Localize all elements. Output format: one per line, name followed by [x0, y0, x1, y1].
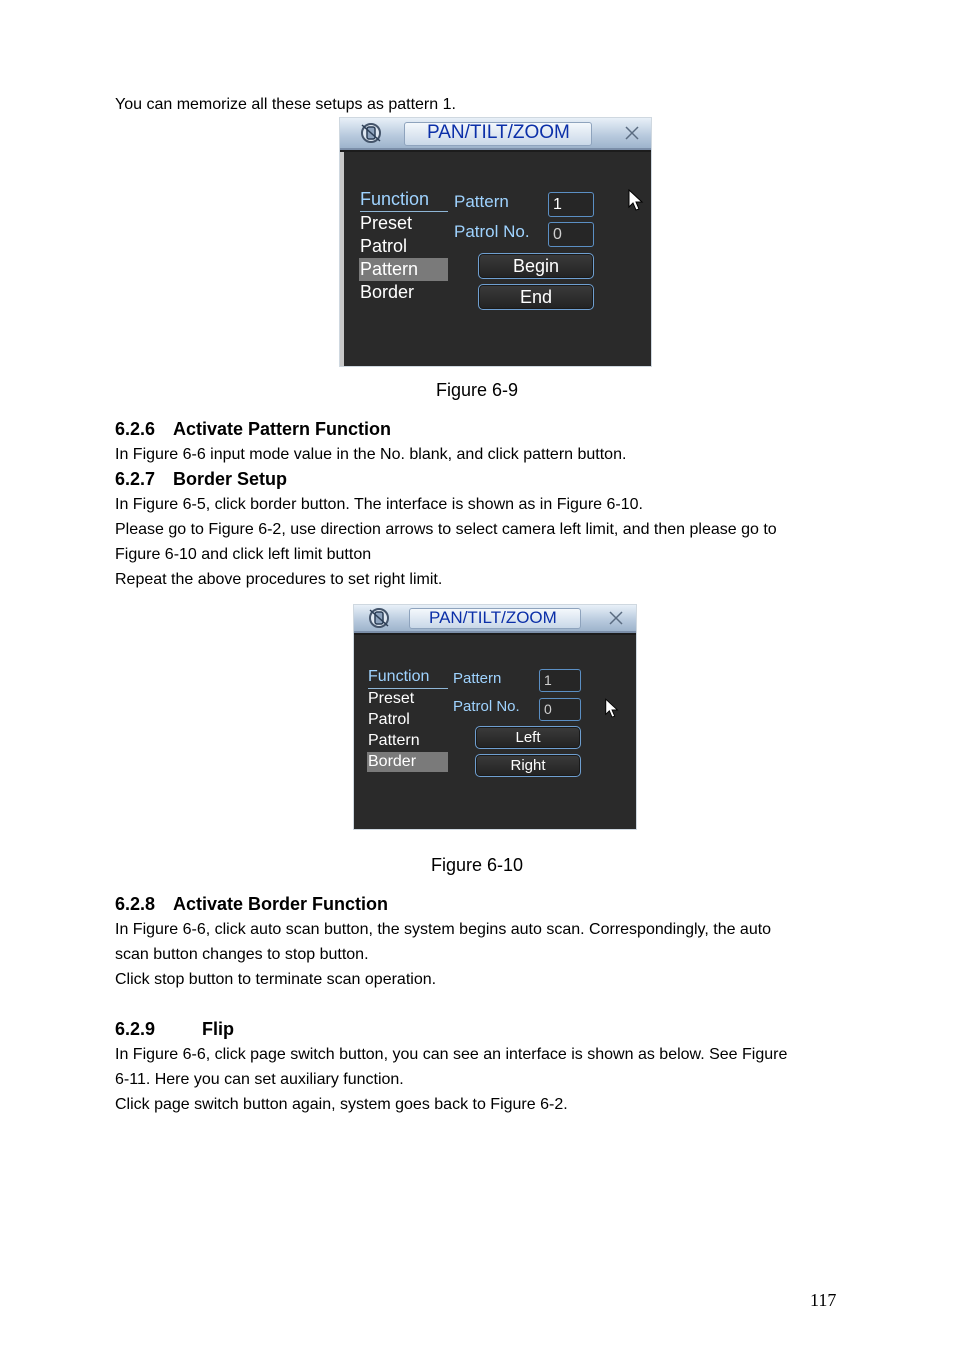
title-separator [340, 150, 651, 152]
close-icon[interactable] [606, 608, 626, 628]
pattern-label: Pattern [453, 670, 502, 687]
menu-patrol[interactable]: Patrol [360, 236, 408, 256]
ptz-logo-icon [366, 606, 392, 630]
dialog-titlebar[interactable] [340, 118, 651, 150]
menu-border[interactable]: Border [360, 282, 415, 302]
paragraph: In Figure 6-6, click page switch button, you can see an interface is shown as below. See Figure [115, 1046, 788, 1063]
section-number: 6.2.6 [115, 419, 156, 439]
ptz-logo-icon [358, 121, 384, 145]
patrol-input[interactable]: 0 [539, 698, 581, 721]
section-title: Activate Border Function [173, 894, 389, 914]
section-title: Activate Pattern Function [173, 419, 392, 439]
pattern-input[interactable]: 1 [539, 669, 581, 692]
section-heading [115, 469, 287, 490]
paragraph: scan button changes to stop button. [115, 946, 369, 963]
mouse-cursor-icon [627, 189, 645, 213]
menu-pattern[interactable]: Pattern [368, 732, 420, 749]
page-number: 117 [810, 1290, 837, 1310]
section-number: 6.2.8 [115, 894, 156, 914]
menu-preset[interactable]: Preset [360, 213, 413, 233]
pattern-label: Pattern [454, 192, 509, 211]
section-title: Flip [202, 1019, 234, 1039]
right-limit-button[interactable]: Right [475, 754, 581, 777]
dialog-titlebar[interactable] [354, 605, 636, 633]
menu-underline [360, 211, 448, 212]
paragraph: In Figure 6-6, click auto scan button, the system begins auto scan. Correspondingly, the auto [115, 921, 772, 938]
paragraph: Figure 6-10 and click left limit button [115, 546, 372, 563]
menu-pattern[interactable]: Pattern [359, 258, 448, 281]
intro-text: You can memorize all these setups as pattern 1. [115, 96, 456, 113]
menu-preset[interactable]: Preset [368, 690, 415, 707]
menu-border[interactable]: Border [367, 752, 448, 772]
left-limit-button[interactable]: Left [475, 726, 581, 749]
figure-caption: Figure 6-10 [430, 855, 524, 875]
section-number: 6.2.7 [115, 469, 156, 489]
dialog-title: PAN/TILT/ZOOM [429, 608, 557, 627]
patrol-label: Patrol No. [454, 222, 530, 241]
paragraph: Please go to Figure 6-2, use direction arrows to select camera left limit, and then please go to [115, 521, 777, 538]
menu-patrol[interactable]: Patrol [368, 711, 410, 728]
section-heading [115, 419, 391, 440]
menu-underline [368, 688, 448, 689]
section-title: Border Setup [173, 469, 288, 489]
pattern-input[interactable]: 1 [548, 192, 594, 217]
begin-button[interactable]: Begin [478, 253, 594, 279]
section-number: 6.2.9 [115, 1019, 156, 1039]
mouse-cursor-icon [604, 698, 620, 720]
close-icon[interactable] [622, 123, 642, 143]
end-button[interactable]: End [478, 284, 594, 310]
menu-function[interactable]: Function [360, 189, 430, 209]
title-separator [354, 633, 636, 635]
dialog-edge [340, 118, 344, 366]
ptz-dialog-pattern [339, 117, 652, 367]
paragraph: 6-11. Here you can set auxiliary function. [115, 1071, 404, 1088]
section-heading [115, 894, 388, 915]
paragraph: Click stop button to terminate scan operation. [115, 971, 437, 988]
figure-caption: Figure 6-9 [435, 380, 519, 400]
paragraph: In Figure 6-6 input mode value in the No. blank, and click pattern button. [115, 446, 627, 463]
ptz-dialog-border [353, 604, 637, 830]
menu-function[interactable]: Function [368, 668, 430, 685]
section-heading [115, 1019, 234, 1040]
patrol-input[interactable]: 0 [548, 222, 594, 247]
patrol-label: Patrol No. [453, 698, 520, 715]
paragraph: Repeat the above procedures to set right limit. [115, 571, 443, 588]
dialog-title: PAN/TILT/ZOOM [427, 122, 570, 143]
paragraph: Click page switch button again, system goes back to Figure 6-2. [115, 1096, 568, 1113]
paragraph: In Figure 6-5, click border button. The interface is shown as in Figure 6-10. [115, 496, 643, 513]
